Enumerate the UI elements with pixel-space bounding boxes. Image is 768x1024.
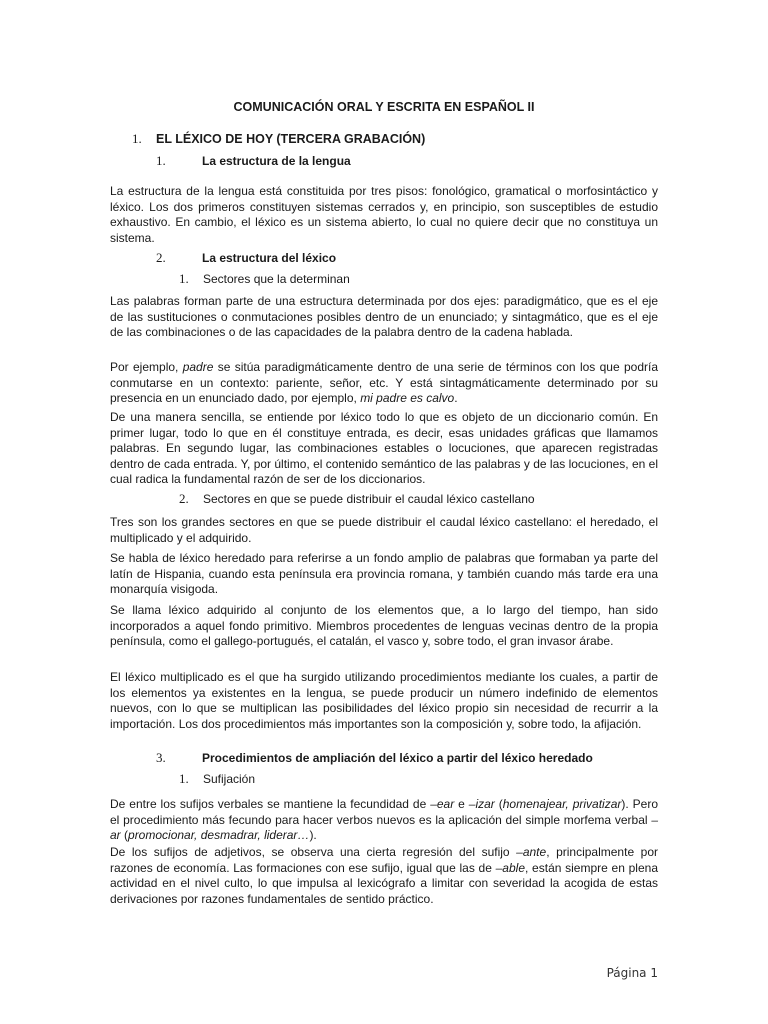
- text-run: , están siempre en plena actividad en el nivel culto, lo que impulsa al lexicógrafo a limitar con severidad la acogida de estas derivaciones por razones fundamentales de sentido práctico.: [110, 860, 658, 906]
- paragraph: [110, 360, 658, 407]
- italic-run: –ear: [430, 797, 455, 811]
- paragraph: Las palabras forman parte de una estructura determinada por dos ejes: paradigmático, que es el eje de las sustituciones o conmutaciones posibles dentro de un enunciado; y sintagmático, que es el eje de las combinaciones o de las capacidades de la palabra dentro de la cadena hablada.: [110, 294, 658, 339]
- text-run: De los sufijos de adjetivos, se observa una cierta regresión del sufijo: [110, 845, 517, 859]
- paragraph: Se habla de léxico heredado para referirse a un fondo amplio de palabras que formaban ya parte del latín de Hispania, cuando esta península era provincia romana, y también cuando más tarde era una monarquía visigoda.: [110, 551, 658, 596]
- text-run: De entre los sufijos verbales se mantiene la fecundidad de: [110, 797, 431, 811]
- paragraph: [110, 797, 658, 844]
- document-title: COMUNICACIÓN ORAL Y ESCRITA EN ESPAÑOL II: [233, 100, 535, 114]
- text-run: ). Pero el procedimiento más fecundo para hacer verbos nuevos es la aplicación del simple morfema verbal: [110, 797, 659, 827]
- sub-subsection-number: 1.: [179, 771, 189, 786]
- subsection-heading-3: [156, 750, 593, 766]
- text-run: ).: [309, 828, 317, 842]
- paragraph: [110, 845, 658, 907]
- sub-subsection-label: Sectores que la determinan: [203, 272, 350, 286]
- italic-run: mi padre es calvo: [360, 391, 455, 405]
- paragraph: De una manera sencilla, se entiende por léxico todo lo que es objeto de un diccionario común. En primer lugar, todo lo que en él constituye entrada, es decir, esas unidades gráficas que llamamos palabras. En segundo lugar, las combinaciones estables o locuciones, que aparecen registradas dentro de cada entrada. Y, por último, el contenido semántico de las palabras y de las locuciones, en el cual radica la fundamental razón de ser de los diccionarios.: [110, 410, 658, 486]
- subsection-label: La estructura de la lengua: [202, 154, 351, 168]
- italic-run: –able: [495, 860, 525, 875]
- sub-subsection-heading-2-2: [179, 491, 535, 507]
- sub-subsection-number: 2.: [179, 491, 189, 506]
- subsection-label: Procedimientos de ampliación del léxico a partir del léxico heredado: [202, 751, 593, 765]
- text-run: (: [494, 797, 503, 811]
- paragraph: Se llama léxico adquirido al conjunto de los elementos que, a lo largo del tiempo, han sido incorporados a aquel fondo primitivo. Miembros procedentes de lenguas vecinas dentro de la propia península, como el gallego-portugués, el catalán, el vasco y, sobre todo, el gran invasor árabe.: [110, 603, 658, 648]
- text-run: (: [120, 828, 129, 842]
- paragraph: Tres son los grandes sectores en que se puede distribuir el caudal léxico castellano: el heredado, el multiplicado y el adquirido.: [110, 515, 658, 545]
- italic-run: padre: [182, 360, 214, 374]
- subsection-number: 1.: [156, 153, 166, 168]
- sub-subsection-label: Sectores en que se puede distribuir el caudal léxico castellano: [203, 492, 535, 506]
- subsection-label: La estructura del léxico: [202, 251, 337, 265]
- italic-run: –ar: [110, 812, 658, 842]
- text-run: .: [454, 391, 458, 405]
- italic-run: –ante: [516, 845, 547, 859]
- subsection-number: 3.: [156, 750, 166, 765]
- text-run: se sitúa paradigmáticamente dentro de una serie de términos con los que podría conmutarse en un contexto: pariente, señor, etc. Y está sintagmáticamente determinado por su presencia en un enunciado dado, por ejemplo,: [110, 360, 658, 405]
- paragraph: El léxico multiplicado es el que ha surgido utilizando procedimientos mediante los cuales, a partir de los elementos ya existentes en la lengua, se puede producir un número indefinido de elementos nuevos, con lo que se multiplican las posibilidades del léxico propio sin necesidad de recurrir a la importación. Los dos procedimientos más importantes son la composición y, sobre todo, la afijación.: [110, 670, 658, 731]
- italic-run: homenajear, privatizar: [502, 797, 622, 811]
- sub-subsection-label: Sufijación: [203, 772, 256, 786]
- text-run: , principalmente por razones de economía. Las formaciones con ese sufijo, igual que las de: [110, 845, 659, 875]
- section-label: EL LÉXICO DE HOY (TERCERA GRABACIÓN): [156, 132, 426, 146]
- italic-run: promocionar, desmadrar, liderar…: [128, 828, 310, 842]
- text-run: Por ejemplo,: [110, 360, 183, 374]
- sub-subsection-heading-2-1: [179, 271, 350, 287]
- italic-run: –izar: [468, 797, 495, 811]
- subsection-heading-1: [156, 153, 351, 169]
- sub-subsection-heading-3-1: [179, 771, 255, 787]
- page-number: Página 1: [606, 966, 658, 980]
- section-number: 1.: [132, 131, 142, 146]
- section-heading-1: [132, 131, 425, 147]
- subsection-heading-2: [156, 250, 336, 266]
- subsection-number: 2.: [156, 250, 166, 265]
- text-run: e: [454, 797, 469, 811]
- paragraph: La estructura de la lengua está constituida por tres pisos: fonológico, gramatical o morfosintáctico y léxico. Los dos primeros constituyen sistemas cerrados y, en principio, son susceptibles de estudio exhaustivo. En cambio, el léxico es un sistema abierto, lo cual no quiere decir que no constituya un sistema.: [110, 184, 658, 245]
- sub-subsection-number: 1.: [179, 271, 189, 286]
